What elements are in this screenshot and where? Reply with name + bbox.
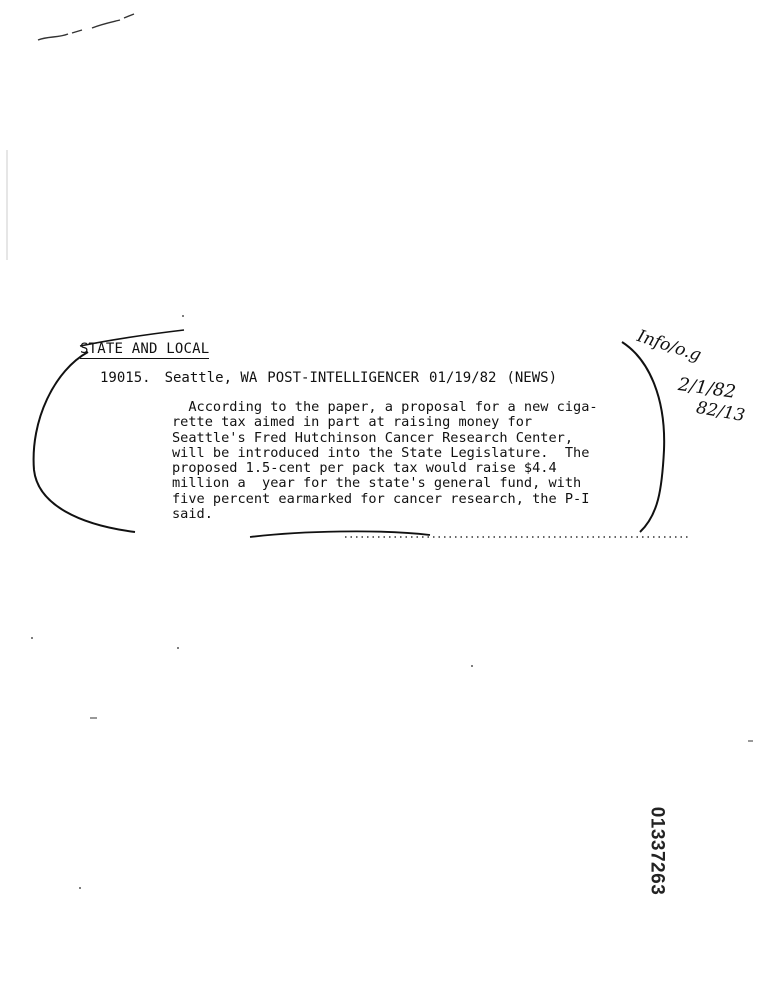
top-scribble [38, 14, 134, 40]
speck [182, 315, 184, 317]
speck [31, 637, 33, 639]
body-line: million a year for the state's general fund, with [172, 475, 582, 492]
body-line: five percent earmarked for cancer research, the P-I [172, 490, 590, 507]
entry-number: 19015. [100, 370, 151, 386]
entry-location: Seattle, WA [164, 370, 258, 386]
speck [79, 887, 81, 889]
speck [471, 665, 473, 667]
entry-header [100, 370, 567, 386]
entry-date: 01/19/82 [429, 370, 497, 386]
bottom-stroke [250, 531, 430, 537]
body-line: Seattle's Fred Hutchinson Cancer Research Center, [172, 429, 574, 446]
entry-category: (NEWS) [506, 370, 558, 386]
body-line: According to the paper, a proposal for a new ciga- [172, 399, 598, 415]
section-heading: STATE AND LOCAL [80, 341, 210, 357]
handwritten-note-date: 2/1/82 [676, 374, 738, 403]
speck [177, 647, 179, 649]
document-id-stamp: 01337263 [646, 806, 668, 896]
entry-publication: POST-INTELLIGENCER [267, 370, 420, 386]
body-line: proposed 1.5-cent per pack tax would raise $4.4 [172, 460, 557, 477]
body-line: will be introduced into the State Legislature. The [172, 444, 590, 461]
body-line: said. [172, 506, 213, 523]
handwritten-note-ref: 82/13 [694, 397, 747, 427]
article-body [172, 400, 642, 522]
handwritten-note-info: Info/o.g [634, 326, 704, 366]
body-line: rette tax aimed in part at raising money for [172, 414, 533, 431]
